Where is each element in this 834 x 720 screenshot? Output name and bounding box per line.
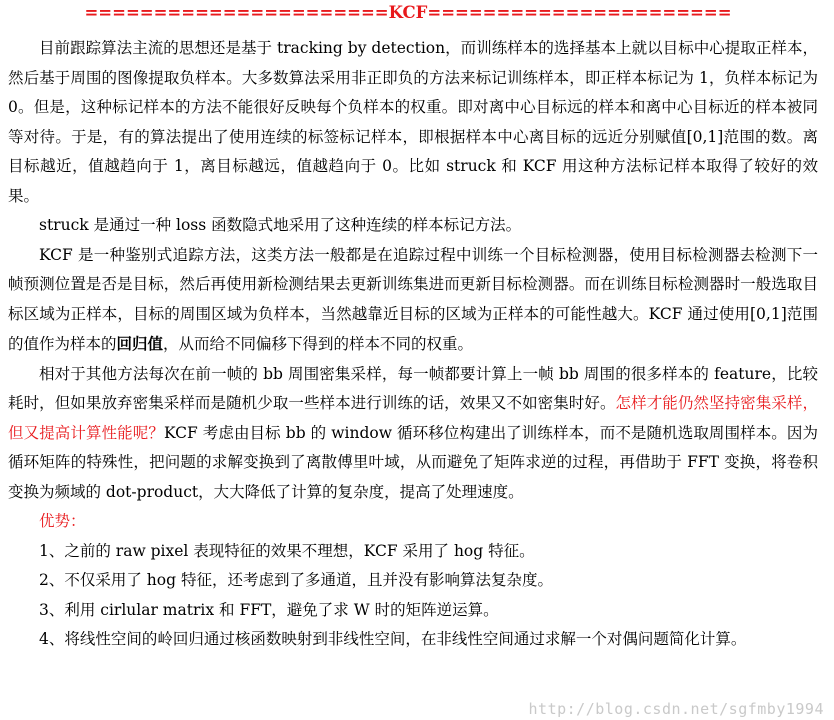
dense-text-part-1: 相对于其他方法每次在前一帧的 bb 周围密集采样，每一帧都要计算上一帧 bb 周围的很多样本的 feature，比较耗时，但如果放弃密集采样而是随机少取一些样本进行训练的话，效果又不如密集时好。 [8, 364, 818, 412]
advantages-heading: 优势： [39, 512, 86, 530]
dense-text-part-2: KCF 考虑由目标 bb 的 window 循环移位构建出了训练样本，而不是随机选取周围样本。因为循环矩阵的特殊性，把问题的求解变换到了离散傅里叶域，从而避免了矩阵求逆的过程，再借助于 FFT 变换，将卷积变换为频域的 dot-product，大大降低了计算的复杂度，提高了处理速度。 [8, 423, 818, 501]
watermark-url: http://blog.csdn.net/sgfmby1994 [528, 700, 824, 718]
paragraph-dense-sampling [8, 360, 818, 508]
kcf-text-part-2: ，从而给不同偏移下得到的样本不同的权重。 [163, 335, 474, 353]
bold-regression-value: 回归值 [116, 334, 164, 353]
advantage-item-2: 2、不仅采用了 hog 特征，还考虑到了多通道，且并没有影响算法复杂度。 [39, 571, 553, 589]
kcf-text-part-1: KCF 是一种鉴别式追踪方法，这类方法一般都是在追踪过程中训练一个目标检测器，使用目标检测器去检测下一帧预测位置是否是目标，然后再使用新检测结果去更新训练集进而更新目标检测器。而在训练目标检测器时一般选取目标区域为正样本，目标的周围区域为负样本，当然越靠近目标的区域为正样本的可能性越大。KCF 通过使用[0,1]范围的值作为样本的 [8, 245, 818, 353]
section-title-kcf: ======================KCF====================== [84, 3, 732, 22]
advantage-item-1: 1、之前的 raw pixel 表现特征的效果不理想，KCF 采用了 hog 特征。 [39, 541, 535, 560]
article-body [8, 34, 818, 655]
red-question: 怎样才能仍然坚持密集采样，但又提高计算性能呢？ [8, 394, 818, 442]
advantage-item-3: 3、利用 cirlular matrix 和 FFT，避免了求 W 时的矩阵逆运算。 [39, 600, 499, 619]
paragraph-tracking-by-detection: 目前跟踪算法主流的思想还是基于 tracking by detection，而训练样本的选择基本上就以目标中心提取正样本，然后基于周围的图像提取负样本。大多数算法采用非正即负的方法来标记训练样本，即正样本标记为 1，负样本标记为 0。但是，这种标记样本的方法不能很好反映每个负样本的权重。即对离中心目标远的样本和离中心目标近的样本被同等对待。于是，有的算法提出了使用连续的标签标记样本，即根据样本中心离目标的远近分别赋值[0,1]范围的数。离目标越近，值越趋向于 1，离目标越远，值越趋向于 0。比如 struck 和 KCF 用这种方法标记样本取得了较好的效果。 [8, 39, 818, 205]
paragraph-struck: struck 是通过一种 loss 函数隐式地采用了这种连续的样本标记方法。 [39, 216, 522, 234]
advantage-item-4: 4、将线性空间的岭回归通过核函数映射到非线性空间，在非线性空间通过求解一个对偶问题简化计算。 [39, 630, 747, 648]
paragraph-kcf-discriminative [8, 241, 818, 360]
